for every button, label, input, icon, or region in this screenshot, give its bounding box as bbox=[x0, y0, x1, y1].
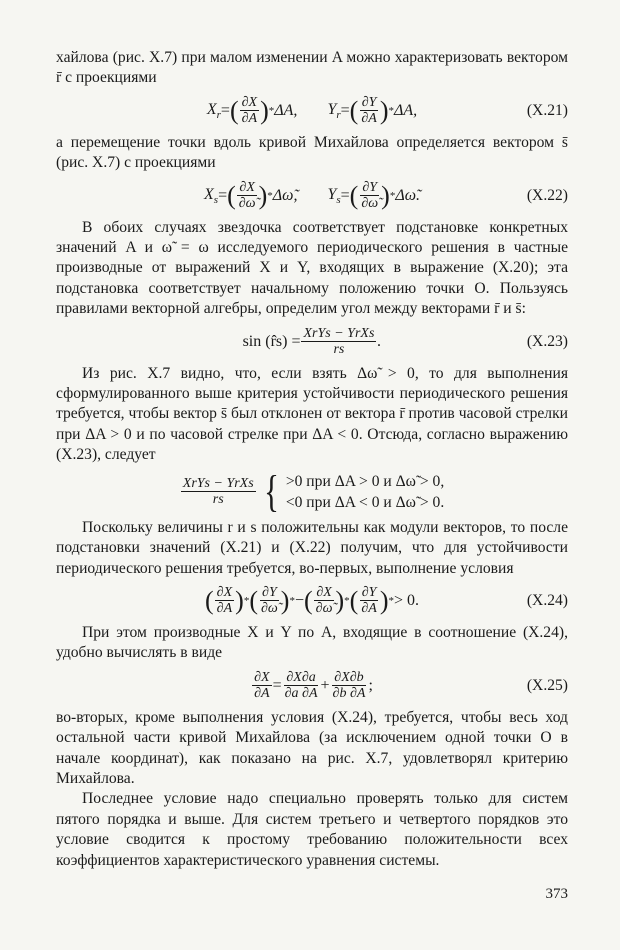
paragraph-7: во-вторых, кроме выполнения условия (X.24), требуется, чтобы весь ход остальной части кривой Михайлова (за исключением одной точки O в начале координат), как показано на рис. X.7, удовлетворял критерию Михайлова. bbox=[56, 708, 568, 787]
page-body bbox=[56, 48, 568, 871]
paragraph-6: При этом производные X и Y по A, входящие в соотношение (X.24), удобно вычислять в виде bbox=[56, 623, 568, 662]
equation-number-x23: (X.23) bbox=[526, 332, 568, 350]
equation-number-x21: (X.21) bbox=[526, 101, 568, 119]
equation-number-x22: (X.22) bbox=[526, 186, 568, 204]
equation-x24: ( $\frac{\partial X}{\partial A}$ ) * ( $\frac{\partial Y}{\partial\omegã}$ ) * − ( $\frac{\partial X}{\partial\omegã}$ ) * ( $\frac{\partial Y}{\partial A}$ ) * > 0. (X.24) bbox=[204, 585, 568, 617]
equation-number-x25: (X.25) bbox=[526, 676, 568, 694]
page-number: 373 bbox=[545, 886, 568, 902]
paragraph-1: хайлова (рис. X.7) при малом изменении A можно характеризовать вектором r̄ с проекциями bbox=[56, 49, 568, 87]
paragraph-3: В обоих случаях звездочка соответствует подстановке конкретных значений A и ω̃ = ω исследуемого периодического решения в частные производные от выражений X и Y, входящих в выражение (X.20); эта подстановка соответствует начальному положению точки O. Пользуясь правилами векторной алгебры, определим угол между векторами r̄ и s̄: bbox=[56, 218, 568, 318]
eq21-yr: $Y_r$ bbox=[327, 100, 341, 121]
equation-number-x24: (X.24) bbox=[526, 591, 568, 609]
case-positive: >0 при ΔA > 0 и Δω̃ > 0, bbox=[285, 472, 445, 490]
inequality-system: $\frac{\text{XrYs − YrXs}}{rs}$ { >0 при ΔA > 0 и Δω̃ > 0, <0 при ΔA < 0 и Δω̃ > 0. bbox=[182, 466, 445, 516]
paragraph-4: Из рис. X.7 видно, что, если взять Δω̃ > 0, то для выполнения сформулированного выше критерия устойчивости периодического решения требуется, чтобы вектор s̄ был отклонен от вектора r̄ против часовой стрелки при ΔA > 0 и по часовой стрелке при ΔA < 0. Отсюда, согласно выражению (X.23), следует bbox=[56, 364, 568, 464]
equation-x21: $X_r$ = ( $\frac{\partial X}{\partial A}$ ) * ΔA, $Y_r$ = ( $\frac{\partial Y}{\partial A}$ ) * ΔA, (X.21) bbox=[206, 95, 568, 127]
paragraph-8: Последнее условие надо специально проверять только для систем пятого порядка и выше. Для систем третьего и четвертого порядков это условие сводится к простому требованию положительности всех коэффициентов характеристического уравнения системы. bbox=[56, 790, 568, 869]
equation-x25: $\frac{\partial X}{\partial A}$ = $\frac{\partial X\partial a}{\partial a \partial A}$ + $\frac{\partial X\partial b}{\partial b \partial A}$ ; (X.25) bbox=[254, 670, 568, 702]
paragraph-2: а перемещение точки вдоль кривой Михайлова определяется вектором s̄ (рис. X.7) с проекциями bbox=[56, 133, 568, 172]
equation-x22: $X_s$ = ( $\frac{\partial X}{\partial\omegã}$ ) * Δω̃, $Y_s$ = ( $\frac{\partial Y}{\partial\omegã}$ ) * Δω̃. (X.22) bbox=[204, 180, 568, 212]
case-negative: <0 при ΔA < 0 и Δω̃ > 0. bbox=[285, 493, 445, 511]
equation-x23: sin (r̂s) = $\frac{\text{XrYs − YrXs}}{rs}$ . (X.23) bbox=[242, 326, 568, 358]
paragraph-5: Поскольку величины r и s положительны как модули векторов, то после подстановки значений (X.21) и (X.22) получим, что для устойчивости периодического решения требуется, во-первых, выполнение условия bbox=[56, 518, 568, 577]
eq21-xr: $X_r$ bbox=[206, 100, 221, 121]
